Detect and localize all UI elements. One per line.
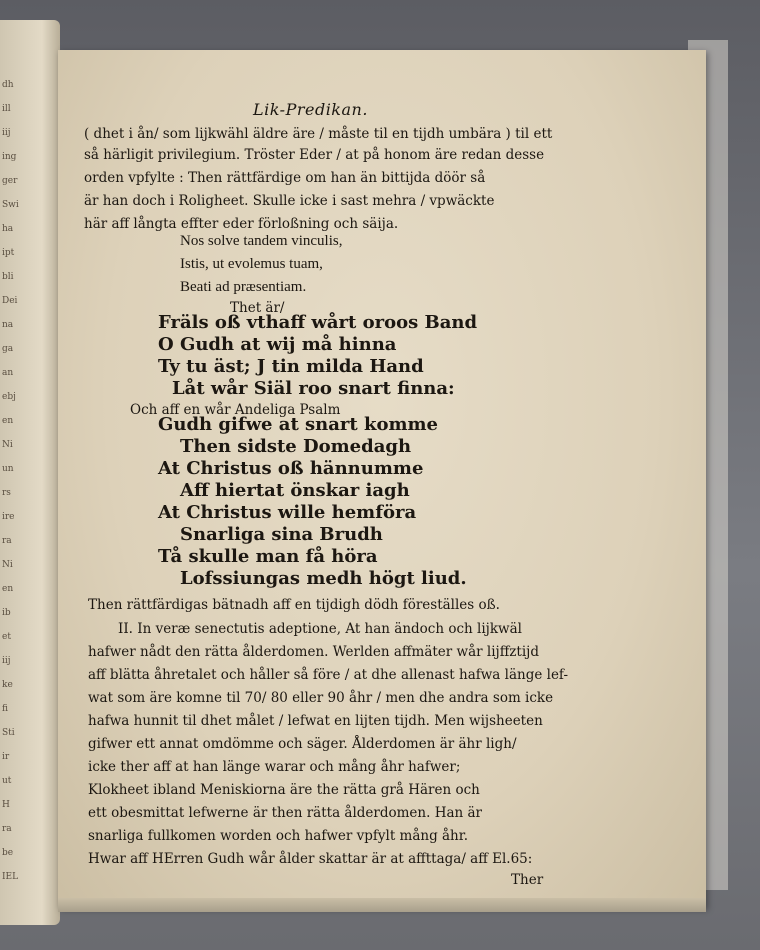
body-line-emph: Klokheet ibland Meniskiorna äre the rätta grå Hären och xyxy=(88,782,480,798)
left-page-fragment: IEL xyxy=(2,872,19,882)
left-page-fragment: an xyxy=(2,368,14,378)
left-page-fragment: ra xyxy=(2,824,12,834)
left-facing-page xyxy=(0,20,60,925)
psalm-intro: Och aff en wår Andeliga Psalm xyxy=(130,402,341,418)
text-line: här aff långta effter eder förloßning och säija. xyxy=(84,216,399,232)
left-page-fragment: ger xyxy=(2,176,18,186)
left-page-fragment: un xyxy=(2,464,14,474)
left-page-fragment: iij xyxy=(2,128,11,138)
psalm-line: Then sidste Domedagh xyxy=(180,436,412,457)
left-page-fragment: ir xyxy=(2,752,10,762)
text-line-emph: är han doch i Roligheet. Skulle icke i sast mehra / vpwäckte xyxy=(84,193,495,209)
psalm-line: At Christus oß hännumme xyxy=(158,458,424,479)
psalm-line: Aff hiertat önskar iagh xyxy=(180,480,410,501)
page-text xyxy=(58,50,706,908)
left-page-fragment: ebj xyxy=(2,392,16,402)
book-page xyxy=(58,50,706,908)
psalm-line: Gudh gifwe at snart komme xyxy=(158,414,438,435)
left-page-fragment: iij xyxy=(2,656,11,666)
left-page-fragment: H xyxy=(2,800,10,810)
verse-line: O Gudh at wij må hinna xyxy=(158,334,397,355)
body-line: Hwar aff HErren Gudh wår ålder skattar är at affttaga/ aff El.65: xyxy=(88,851,533,867)
verse-line: Ty tu äst; J tin milda Hand xyxy=(158,356,424,377)
left-page-fragment: ra xyxy=(2,536,12,546)
psalm-line: Snarliga sina Brudh xyxy=(180,524,383,545)
left-page-fragment: Ni xyxy=(2,440,13,450)
body-line: II. In veræ senectutis adeptione, At han ändoch och lijkwäl xyxy=(118,621,522,637)
left-page-fragment: ing xyxy=(2,152,17,162)
left-page-fragment: Ni xyxy=(2,560,13,570)
left-page-fragment: be xyxy=(2,848,14,858)
left-page-fragment: en xyxy=(2,584,14,594)
body-line: Then rättfärdigas bätnadh aff en tijdigh dödh föreställes oß. xyxy=(88,597,500,613)
left-page-fragment: Swi xyxy=(2,200,19,210)
left-page-fragment: ga xyxy=(2,344,14,354)
psalm-line: Tå skulle man få höra xyxy=(158,546,378,567)
left-page-fragment: en xyxy=(2,416,14,426)
text-line: så härligit privilegium. Tröster Eder / at på honom äre redan desse xyxy=(84,147,545,163)
page-header: Lik-Predikan. xyxy=(253,100,368,119)
psalm-line: At Christus wille hemföra xyxy=(158,502,417,523)
left-page-fragment: rs xyxy=(2,488,11,498)
left-page-fragment: ib xyxy=(2,608,11,618)
body-line-emph: icke ther aff at han länge warar och mång åhr hafwer; xyxy=(88,759,461,775)
body-line: aff blätta åhretalet och håller så före / at dhe allenast hafwa länge lef- xyxy=(88,667,569,683)
thet-ar: Thet är/ xyxy=(230,300,285,316)
page-bottom-edge xyxy=(58,898,706,912)
latin-verse-line: Istis, ut evolemus tuam, xyxy=(180,256,323,272)
latin-verse-line: Nos solve tandem vinculis, xyxy=(180,233,343,249)
left-page-fragment: na xyxy=(2,320,14,330)
verse-line: Låt wår Siäl roo snart finna: xyxy=(172,378,455,399)
body-line-emph: snarliga fullkomen worden och hafwer vpfylt mång åhr. xyxy=(88,828,469,844)
left-page-fragment: ipt xyxy=(2,248,15,258)
text-line-emph: orden vpfylte : Then rättfärdige om han än bittijda döör så xyxy=(84,170,486,186)
left-page-fragment: Dei xyxy=(2,296,18,306)
left-page-fragment: ke xyxy=(2,680,13,690)
body-line: gifwer ett annat omdömme och säger. Ålderdomen är ähr ligh/ xyxy=(88,736,517,752)
body-line: hafwer nådt den rätta ålderdomen. Werlden affmäter wår lijffztijd xyxy=(88,644,539,660)
left-page-fragment: dh xyxy=(2,80,14,90)
body-line: wat som äre komne til 70/ 80 eller 90 åhr / men dhe andra som icke xyxy=(88,690,554,706)
text-line: ( dhet i ån/ som lijkwähl äldre äre / måste til en tijdh umbära ) til ett xyxy=(84,126,553,142)
left-page-fragment: ire xyxy=(2,512,15,522)
latin-verse-line: Beati ad præsentiam. xyxy=(180,279,307,295)
left-page-fragment: ut xyxy=(2,776,12,786)
left-page-fragment: ha xyxy=(2,224,14,234)
body-line-emph: ett obesmittat lefwerne är then rätta ålderdomen. Han är xyxy=(88,805,483,821)
body-line: hafwa hunnit til dhet målet / lefwat en lijten tijdh. Men wijsheeten xyxy=(88,713,543,729)
verse-line: Fräls oß vthaff wårt oroos Band xyxy=(158,312,478,333)
left-page-fragment: ill xyxy=(2,104,11,114)
left-page-fragment: Sti xyxy=(2,728,15,738)
left-page-fragment: et xyxy=(2,632,11,642)
left-page-fragment: fi xyxy=(2,704,9,714)
psalm-line: Lofssiungas medh högt liud. xyxy=(180,568,467,589)
left-page-fragment: bli xyxy=(2,272,14,282)
catchword: Ther xyxy=(511,872,544,888)
